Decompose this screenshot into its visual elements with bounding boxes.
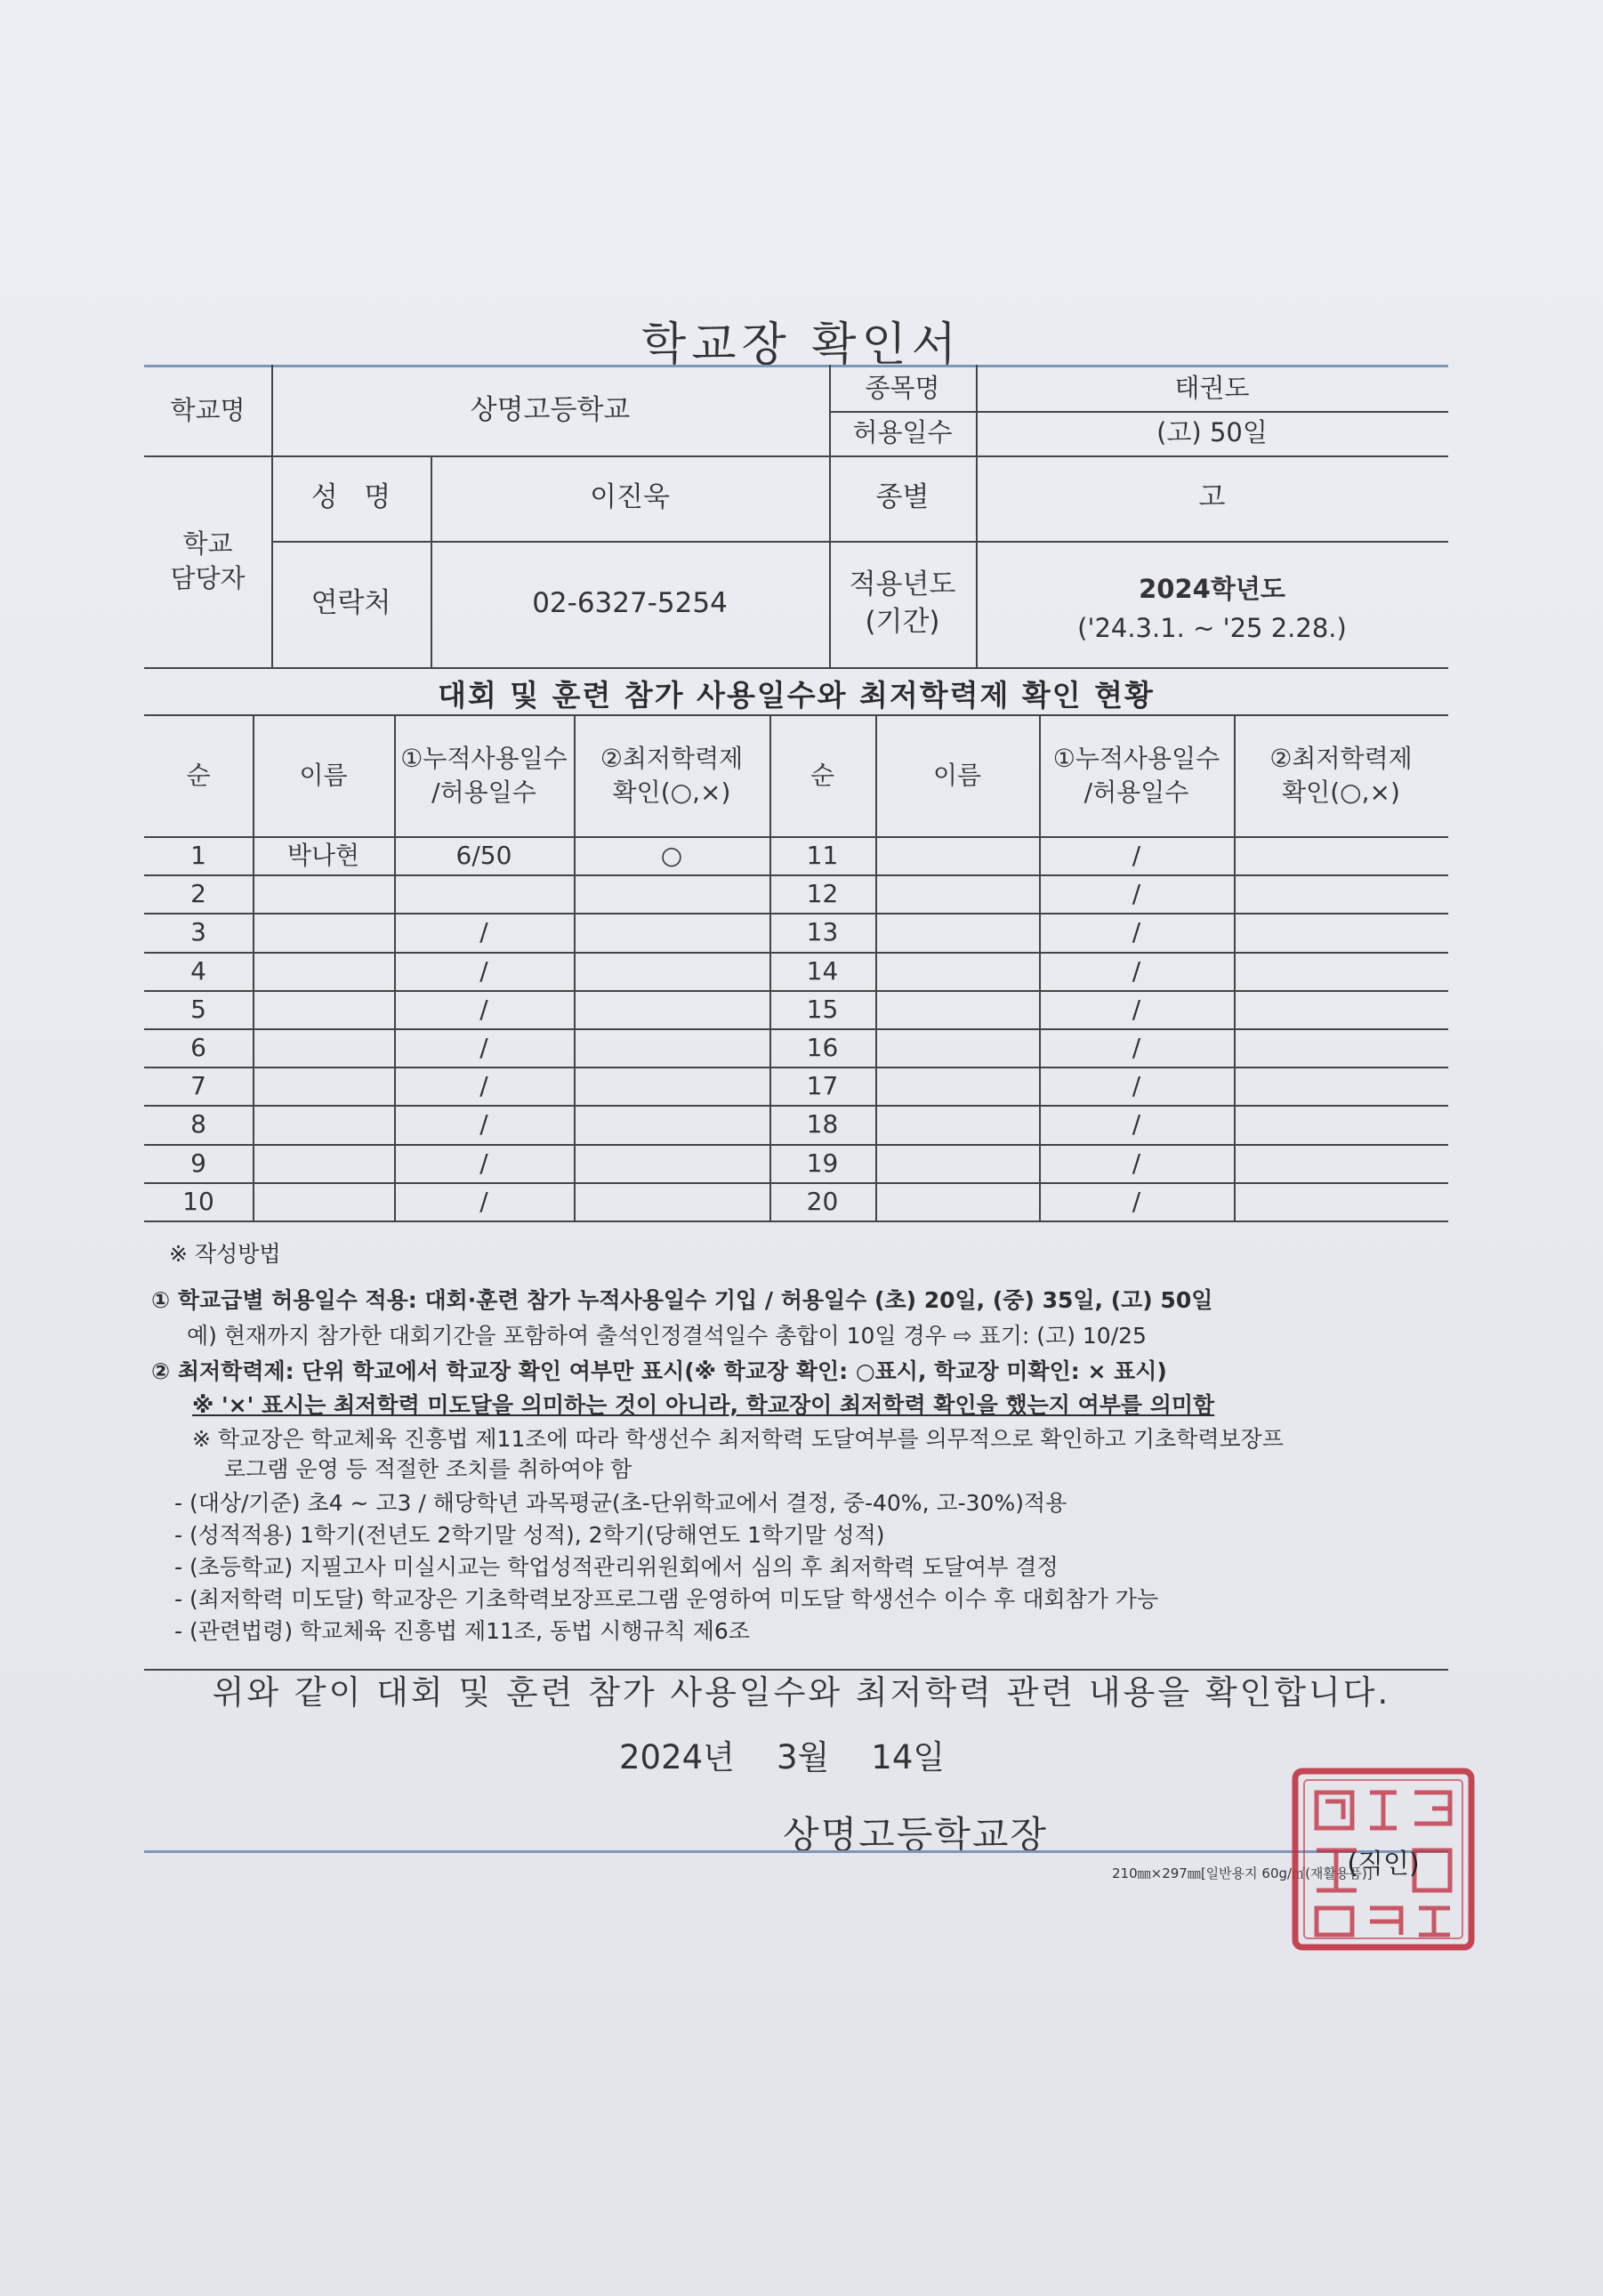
official-seal xyxy=(1290,1766,1477,1953)
category-label: 종별 xyxy=(875,481,930,514)
year-block xyxy=(976,569,1448,643)
table-cell-no: 20 xyxy=(806,1186,839,1216)
section-title: 대회 및 훈련 참가 사용일수와 최저학력제 확인 현황 xyxy=(438,678,1155,713)
manager-label: 학교 담당자 xyxy=(170,528,246,593)
contact-label: 연락처 xyxy=(310,587,391,620)
table-cell-check xyxy=(574,952,769,990)
table-cell-check xyxy=(1234,1182,1448,1221)
table-cell-name xyxy=(875,874,1039,913)
year-label: 적용년도 (기간) xyxy=(849,568,956,638)
detail-1: - (대상/기준) 초4 ~ 고3 / 해당학년 과목평균(초-단위학교에서 결정, 중-40%, 고-30%)적용 xyxy=(174,1490,1067,1516)
table-cell-name xyxy=(875,1067,1039,1105)
column-header-check: ②최저학력제 확인(○,×) xyxy=(1269,743,1413,807)
table-cell-check xyxy=(1234,1067,1448,1105)
seal-stamp-icon xyxy=(1290,1766,1477,1953)
table-cell-no: 6 xyxy=(190,1032,206,1062)
table-cell-name xyxy=(875,952,1039,990)
school-name-label: 학교명 xyxy=(170,395,246,426)
table-cell-days: / xyxy=(1132,994,1141,1024)
period-value: ('24.3.1. ~ '25 2.28.) xyxy=(1077,613,1347,643)
table-cell-check xyxy=(1234,874,1448,913)
column-header-days: ①누적사용일수 /허용일수 xyxy=(400,743,568,807)
table-cell-no: 18 xyxy=(806,1108,839,1139)
table-cell-name xyxy=(875,1144,1039,1182)
notes-heading: ※ 작성방법 xyxy=(169,1241,281,1267)
sport-label: 종목명 xyxy=(865,373,940,404)
note-1: ① 학교급별 허용일수 적용: 대회·훈련 참가 누적사용일수 기입 / 허용일수 (초) 20일, (중) 35일, (고) 50일 xyxy=(151,1287,1213,1313)
year-value: 2024학년도 xyxy=(1139,574,1285,604)
table-cell-days: / xyxy=(1132,1186,1141,1216)
table-cell-name xyxy=(875,836,1039,874)
table-cell-no: 17 xyxy=(806,1070,839,1100)
table-cell-check xyxy=(1234,952,1448,990)
table-cell-days: / xyxy=(1132,840,1141,870)
detail-3: - (초등학교) 지필고사 미실시교는 학업성적관리위원회에서 심의 후 최저학력 도달여부 결정 xyxy=(174,1554,1059,1580)
column-header-check: ②최저학력제 확인(○,×) xyxy=(600,743,744,807)
table-cell-name xyxy=(253,1028,394,1067)
document-title: 학교장 확인서 xyxy=(641,318,962,372)
table-cell-no: 14 xyxy=(806,955,839,986)
school-name-value: 상명고등학교 xyxy=(470,394,631,427)
table-cell-no: 3 xyxy=(190,916,206,947)
table-cell-check xyxy=(574,1067,769,1105)
sport-value: 태권도 xyxy=(1174,373,1250,404)
table-cell-name xyxy=(253,1067,394,1105)
table-cell-check xyxy=(1234,1105,1448,1143)
table-cell-days: / xyxy=(479,1186,488,1216)
table-cell-check xyxy=(1234,836,1448,874)
table-cell-no: 16 xyxy=(806,1032,839,1062)
paper-spec-note: 210㎜×297㎜[일반용지 60g/㎡(재활용품)] xyxy=(1112,1865,1373,1881)
table-cell-name xyxy=(253,874,394,913)
table-cell-check xyxy=(574,913,769,951)
table-cell-days: / xyxy=(1132,878,1141,908)
table-cell-days: / xyxy=(1132,916,1141,947)
table-cell-check xyxy=(574,874,769,913)
table-cell-no: 2 xyxy=(190,878,206,908)
allowed-days-value: (고) 50일 xyxy=(1156,417,1268,448)
table-cell-days: / xyxy=(1132,955,1141,986)
table-cell-check xyxy=(1234,1144,1448,1182)
seal-label: (직인) xyxy=(1347,1849,1420,1880)
table-cell-check xyxy=(574,990,769,1028)
person-name-value: 이진욱 xyxy=(590,481,670,514)
table-cell-days xyxy=(394,874,574,913)
detail-4: - (최저학력 미도달) 학교장은 기초학력보장프로그램 운영하여 미도달 학생선수 이수 후 대회참가 가능 xyxy=(174,1586,1159,1612)
note-2-a: ※ '×' 표시는 최저학력 미도달을 의미하는 것이 아니라, 학교장이 최저학력 확인을 했는지 여부를 의미함 xyxy=(192,1392,1215,1418)
confirmation-statement: 위와 같이 대회 및 훈련 참가 사용일수와 최저학력 관련 내용을 확인합니다. xyxy=(212,1673,1391,1712)
person-name-label: 성 명 xyxy=(310,481,391,514)
table-cell-name xyxy=(253,990,394,1028)
table-cell-name xyxy=(253,1105,394,1143)
table-cell-check: ○ xyxy=(660,840,683,870)
table-cell-name xyxy=(875,1105,1039,1143)
table-cell-name xyxy=(253,913,394,951)
detail-2: - (성적적용) 1학기(전년도 2학기말 성적), 2학기(당해연도 1학기말 성적) xyxy=(174,1522,885,1548)
table-cell-no: 10 xyxy=(182,1186,214,1216)
table-cell-no: 5 xyxy=(190,994,206,1024)
table-cell-check xyxy=(1234,913,1448,951)
table-cell-check xyxy=(1234,990,1448,1028)
table-cell-days: / xyxy=(1132,1032,1141,1062)
table-cell-no: 8 xyxy=(190,1108,206,1139)
table-cell-days: / xyxy=(479,955,488,986)
table-cell-no: 13 xyxy=(806,916,839,947)
table-cell-check xyxy=(574,1182,769,1221)
category-value: 고 xyxy=(1198,481,1226,514)
table-cell-days: / xyxy=(1132,1148,1141,1178)
table-cell-days: / xyxy=(479,1032,488,1062)
table-cell-days: 6/50 xyxy=(455,840,512,870)
principal-name: 상명고등학교장 xyxy=(783,1813,1049,1857)
table-cell-no: 11 xyxy=(806,840,839,870)
table-cell-days: / xyxy=(479,1108,488,1139)
table-cell-no: 7 xyxy=(190,1070,206,1100)
column-header-days: ①누적사용일수 /허용일수 xyxy=(1052,743,1220,807)
column-header-name: 이름 xyxy=(932,760,982,790)
table-cell-no: 1 xyxy=(190,840,206,870)
column-header-no: 순 xyxy=(810,760,835,790)
table-cell-name xyxy=(875,990,1039,1028)
table-gridline xyxy=(144,1221,1448,1222)
allowed-days-label: 허용일수 xyxy=(852,417,953,448)
column-header-name: 이름 xyxy=(299,760,348,790)
table-cell-no: 15 xyxy=(806,994,839,1024)
table-cell-no: 4 xyxy=(190,955,206,986)
table-cell-days: / xyxy=(1132,1108,1141,1139)
table-cell-name xyxy=(875,1028,1039,1067)
note-2-b-line1: ※ 학교장은 학교체육 진흥법 제11조에 따라 학생선수 최저학력 도달여부를 의무적으로 확인하고 기초학력보장프 xyxy=(192,1426,1284,1452)
table-cell-check xyxy=(574,1144,769,1182)
table-cell-days: / xyxy=(1132,1070,1141,1100)
detail-5: - (관련법령) 학교체육 진흥법 제11조, 동법 시행규칙 제6조 xyxy=(174,1618,750,1644)
table-cell-days: / xyxy=(479,1148,488,1178)
table-cell-name xyxy=(253,952,394,990)
table-cell-days: / xyxy=(479,916,488,947)
note-2: ② 최저학력제: 단위 학교에서 학교장 확인 여부만 표시(※ 학교장 확인: ○표시, 학교장 미확인: × 표시) xyxy=(151,1358,1167,1384)
table-cell-check xyxy=(1234,1028,1448,1067)
table-cell-days: / xyxy=(479,1070,488,1100)
table-cell-no: 19 xyxy=(806,1148,839,1178)
table-cell-check xyxy=(574,1105,769,1143)
contact-value: 02-6327-5254 xyxy=(532,587,728,620)
table-cell-name xyxy=(875,913,1039,951)
column-header-no: 순 xyxy=(186,760,211,790)
table-cell-no: 9 xyxy=(190,1148,206,1178)
note-1-example: 예) 현재까지 참가한 대회기간을 포함하여 출석인정결석일수 총합이 10일 경우 ⇨ 표기: (고) 10/25 xyxy=(187,1323,1147,1349)
table-cell-name xyxy=(253,1144,394,1182)
table-cell-name: 박나현 xyxy=(286,840,360,870)
table-cell-days: / xyxy=(479,994,488,1024)
note-2-b-line2: 로그램 운영 등 적절한 조치를 취하여야 함 xyxy=(224,1456,632,1482)
issue-date: 2024년 3월 14일 xyxy=(619,1738,946,1776)
table-cell-no: 12 xyxy=(806,878,839,908)
table-cell-check xyxy=(574,1028,769,1067)
table-cell-name xyxy=(253,1182,394,1221)
table-cell-name xyxy=(875,1182,1039,1221)
